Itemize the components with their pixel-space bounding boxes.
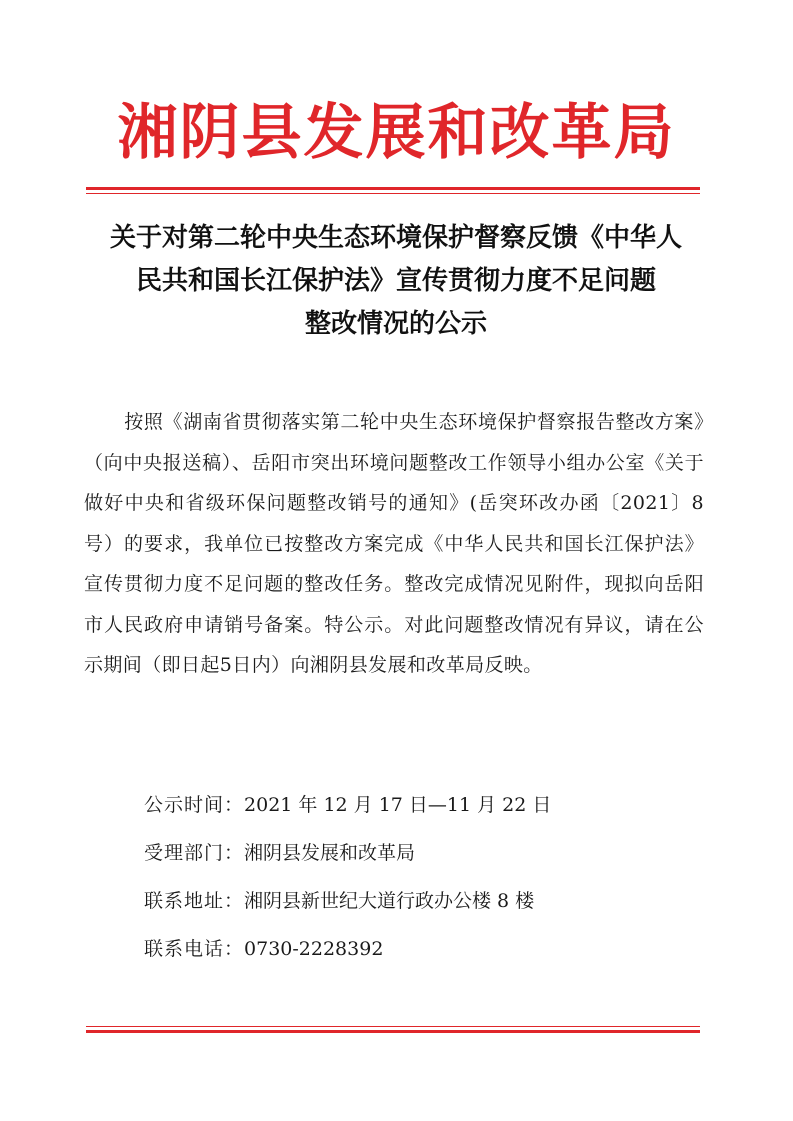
body-paragraph-block bbox=[84, 402, 704, 686]
department-value: 湘阴县发展和改革局 bbox=[244, 842, 416, 864]
header-divider-thin bbox=[86, 193, 700, 194]
address-value: 湘阴县新世纪大道行政办公楼 8 楼 bbox=[244, 890, 535, 912]
document-title bbox=[96, 217, 696, 346]
notice-period-row bbox=[144, 790, 704, 820]
phone-row bbox=[144, 934, 704, 964]
department-label: 受理部门： bbox=[144, 842, 245, 864]
phone-label: 联系电话： bbox=[144, 938, 245, 960]
address-label: 联系地址： bbox=[144, 890, 245, 912]
document-title-line: 整改情况的公示 bbox=[304, 309, 487, 339]
agency-header: 湘阴县发展和改革局 bbox=[117, 98, 676, 168]
footer-divider-thick bbox=[86, 1030, 700, 1033]
address-row bbox=[144, 886, 704, 916]
notice-period-value: 2021 年 12 月 17 日—11 月 22 日 bbox=[244, 794, 552, 816]
department-row bbox=[144, 838, 704, 868]
phone-value: 0730-2228392 bbox=[244, 938, 384, 960]
document-title-line: 民共和国长江保护法》宣传贯彻力度不足问题 bbox=[135, 266, 656, 296]
footer-divider-thin bbox=[86, 1026, 700, 1027]
document-title-line: 关于对第二轮中央生态环境保护督察反馈《中华人 bbox=[109, 223, 682, 253]
notice-period-label: 公示时间： bbox=[144, 794, 245, 816]
header-divider-thick bbox=[86, 187, 700, 190]
body-paragraph: 按照《湖南省贯彻落实第二轮中央生态环境保护督察报告整改方案》（向中央报送稿）、岳阳市突出环境问题整改工作领导小组办公室《关于做好中央和省级环保问题整改销号的通知》(岳突环改办函〔2021〕8号）的要求，我单位已按整改方案完成《中华人民共和国长江保护法》宣传贯彻力度不足问题的整改任务。整改完成情况见附件，现拟向岳阳市人民政府申请销号备案。特公示。对此问题整改情况有异议，请在公示期间（即日起5日内）向湘阴县发展和改革局反映。 bbox=[84, 411, 704, 676]
